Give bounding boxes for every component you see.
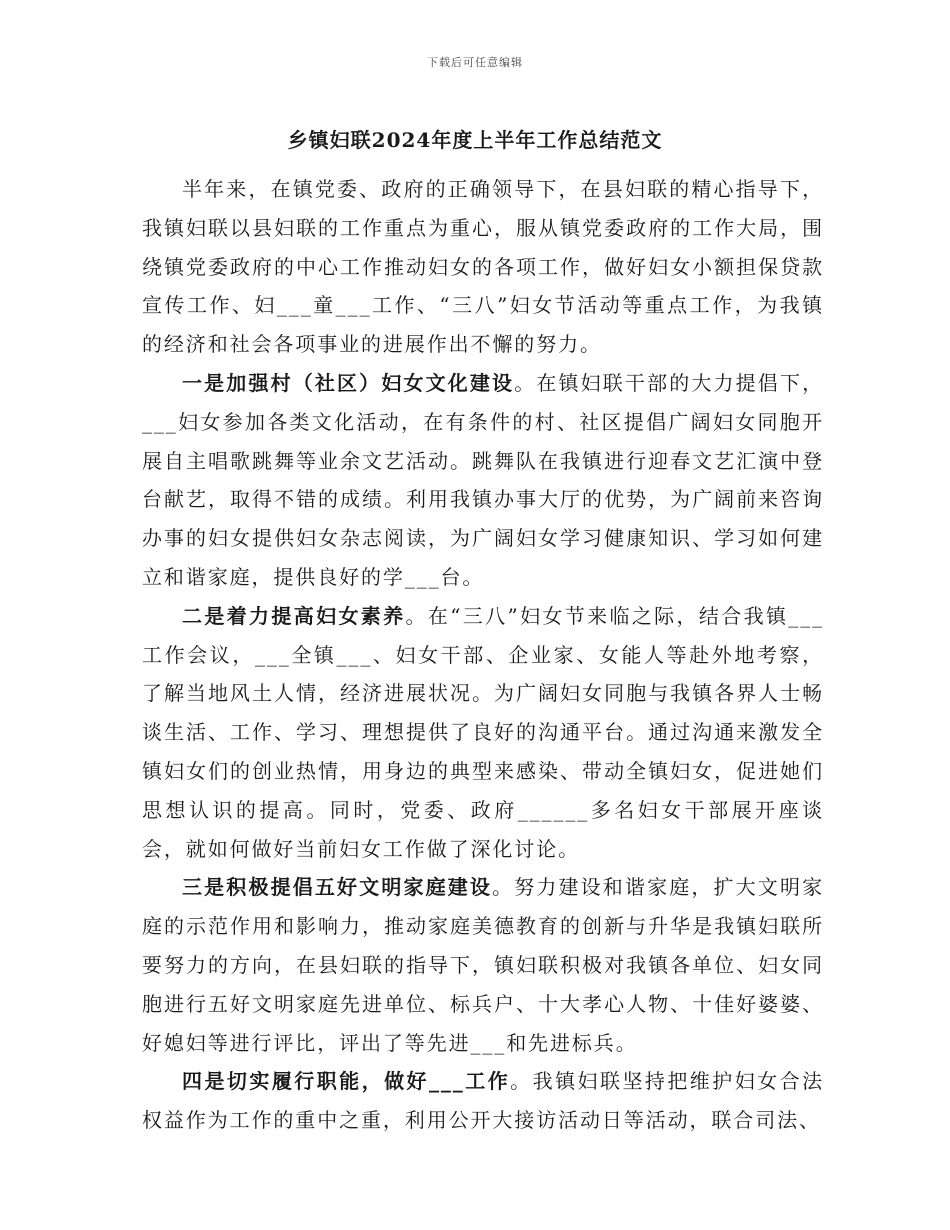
section-heading: 三是积极提倡五好文明家庭建设	[182, 875, 493, 900]
paragraph-text: 。在镇妇联干部的大力提倡下，___妇女参加各类文化活动，在有条件的村、社区提倡广阔妇女同胞开展自主唱歌跳舞等业余文艺活动。跳舞队在我镇进行迎春文艺汇演中登台献艺，取得不错的成绩。利用我镇办事大厅的优势，为广阔前来咨询办事的妇女提供妇女杂志阅读，为广阔妇女学习健康知识、学习如何建立和谐家庭，提供良好的学___台。	[142, 370, 825, 589]
paragraph-text: 。努力建设和谐家庭，扩大文明家庭的示范作用和影响力，推动家庭美德教育的创新与升华是我镇妇联所要努力的方向，在县妇联的指导下，镇妇联积极对我镇各单位、妇女同胞进行五好文明家庭先进单位、标兵户、十大孝心人物、十佳好婆婆、好媳妇等进行评比，评出了等先进___和先进标兵。	[142, 875, 824, 1055]
paragraph-section-4	[142, 1062, 824, 1140]
paragraph-intro	[142, 170, 824, 364]
section-heading: 四是切实履行职能，做好___工作	[182, 1069, 511, 1094]
paragraph-section-3	[142, 868, 824, 1062]
paragraph-text: 。在“三八”妇女节来临之际，结合我镇___工作会议，___全镇___、妇女干部、企业家、女能人等赴外地考察，了解当地风土人情，经济进展状况。为广阔妇女同胞与我镇各界人士畅谈生活、工作、学习、理想提供了良好的沟通平台。通过沟通来激发全镇妇女们的创业热情，用身边的典型来感染、带动全镇妇女，促进她们思想认识的提高。同时，党委、政府______多名妇女干部展开座谈会，就如何做好当前妇女工作做了深化讨论。	[142, 603, 824, 861]
header-note: 下载后可任意编辑	[427, 56, 523, 69]
section-heading: 二是着力提高妇女素养	[182, 603, 406, 628]
paragraph-text: 半年来，在镇党委、政府的正确领导下，在县妇联的精心指导下，我镇妇联以县妇联的工作重点为重心，服从镇党委政府的工作大局，围绕镇党委政府的中心工作推动妇女的各项工作，做好妇女小额担保贷款宣传工作、妇___童___工作、“三八”妇女节活动等重点工作，为我镇的经济和社会各项事业的进展作出不懈的努力。	[142, 177, 824, 357]
paragraph-section-2	[142, 597, 824, 869]
paragraph-text: 。我镇妇联坚持把维护妇女合法权益作为工作的重中之重，利用公开大接访活动日等活动，联合司法、	[142, 1069, 824, 1133]
section-heading: 一是加强村（社区）妇女文化建设	[182, 370, 515, 395]
document-title: 乡镇妇联2024年度上半年工作总结范文	[287, 128, 663, 152]
paragraph-section-1	[142, 364, 824, 597]
document-body	[142, 170, 824, 1140]
